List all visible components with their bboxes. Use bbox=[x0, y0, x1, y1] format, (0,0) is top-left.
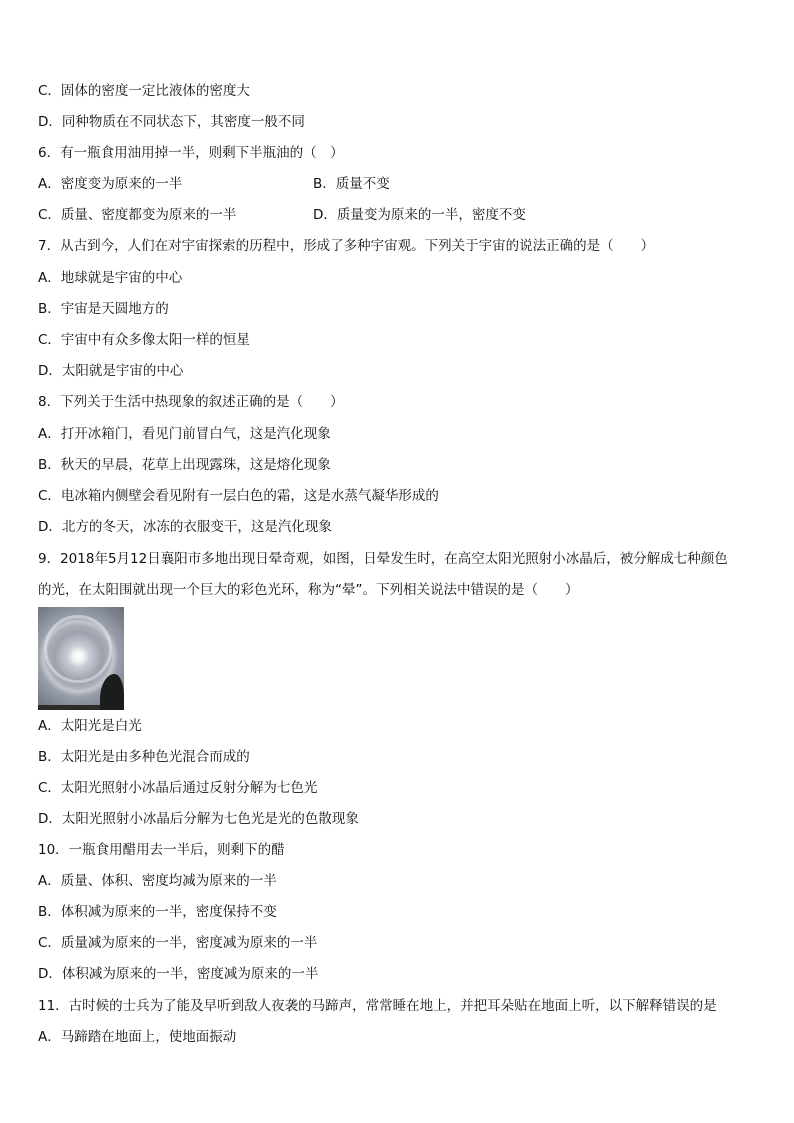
option-text: B．质量不变 bbox=[313, 176, 390, 192]
option-text: D．体积减为原来的一半，密度减为原来的一半 bbox=[38, 966, 319, 982]
option-text: C．固体的密度一定比液体的密度大 bbox=[38, 83, 250, 99]
option-text: B．宇宙是天圆地方的 bbox=[38, 301, 169, 317]
option-text: A．马蹄踏在地面上，使地面振动 bbox=[38, 1029, 237, 1045]
option-text: B．体积减为原来的一半，密度保持不变 bbox=[38, 904, 277, 920]
solar-halo-photo bbox=[38, 607, 124, 710]
tree-silhouette bbox=[100, 674, 124, 710]
question-11: 11．古时候的士兵为了能及早听到敌人夜袭的马蹄声，常常睡在地上，并把耳朵贴在地面上听，以下解释错误的是 bbox=[38, 998, 717, 1014]
halo-ring bbox=[44, 615, 112, 683]
option-text: A．地球就是宇宙的中心 bbox=[38, 270, 183, 286]
option-text: A．密度变为原来的一半 bbox=[38, 176, 183, 192]
option-text: B．太阳光是由多种色光混合而成的 bbox=[38, 749, 250, 765]
option-text: D．太阳光照射小冰晶后分解为七色光是光的色散现象 bbox=[38, 811, 359, 827]
question-7: 7．从古到今，人们在对宇宙探索的历程中，形成了多种宇宙观。下列关于宇宙的说法正确的是（ ） bbox=[38, 238, 655, 254]
option-text: A．打开冰箱门，看见门前冒白气，这是汽化现象 bbox=[38, 426, 331, 442]
option-text: D．质量变为原来的一半，密度不变 bbox=[313, 207, 526, 223]
option-text: D．北方的冬天，冰冻的衣服变干，这是汽化现象 bbox=[38, 519, 332, 535]
question-10: 10．一瓶食用醋用去一半后，则剩下的醋 bbox=[38, 842, 285, 858]
option-text: A．质量、体积、密度均减为原来的一半 bbox=[38, 873, 277, 889]
option-text: C．太阳光照射小冰晶后通过反射分解为七色光 bbox=[38, 780, 318, 796]
question-9-cont: 的光，在太阳围就出现一个巨大的彩色光环，称为“晕”。下列相关说法中错误的是（ ） bbox=[38, 582, 579, 598]
option-text: C．质量、密度都变为原来的一半 bbox=[38, 207, 237, 223]
option-text: A．太阳光是白光 bbox=[38, 718, 142, 734]
option-text: C．电冰箱内侧壁会看见附有一层白色的霜，这是水蒸气凝华形成的 bbox=[38, 488, 439, 504]
question-8: 8．下列关于生活中热现象的叙述正确的是（ ） bbox=[38, 394, 344, 410]
question-6: 6．有一瓶食用油用掉一半，则剩下半瓶油的（ ） bbox=[38, 145, 344, 161]
option-text: C．宇宙中有众多像太阳一样的恒星 bbox=[38, 332, 250, 348]
option-text: B．秋天的早晨，花草上出现露珠，这是熔化现象 bbox=[38, 457, 331, 473]
option-text: D．太阳就是宇宙的中心 bbox=[38, 363, 184, 379]
question-9: 9．2018年5月12日襄阳市多地出现日晕奇观，如图，日晕发生时，在高空太阳光照射小冰晶后，被分解成七种颜色 bbox=[38, 551, 728, 567]
option-text: D．同种物质在不同状态下，其密度一般不同 bbox=[38, 114, 305, 130]
option-text: C．质量减为原来的一半，密度减为原来的一半 bbox=[38, 935, 318, 951]
